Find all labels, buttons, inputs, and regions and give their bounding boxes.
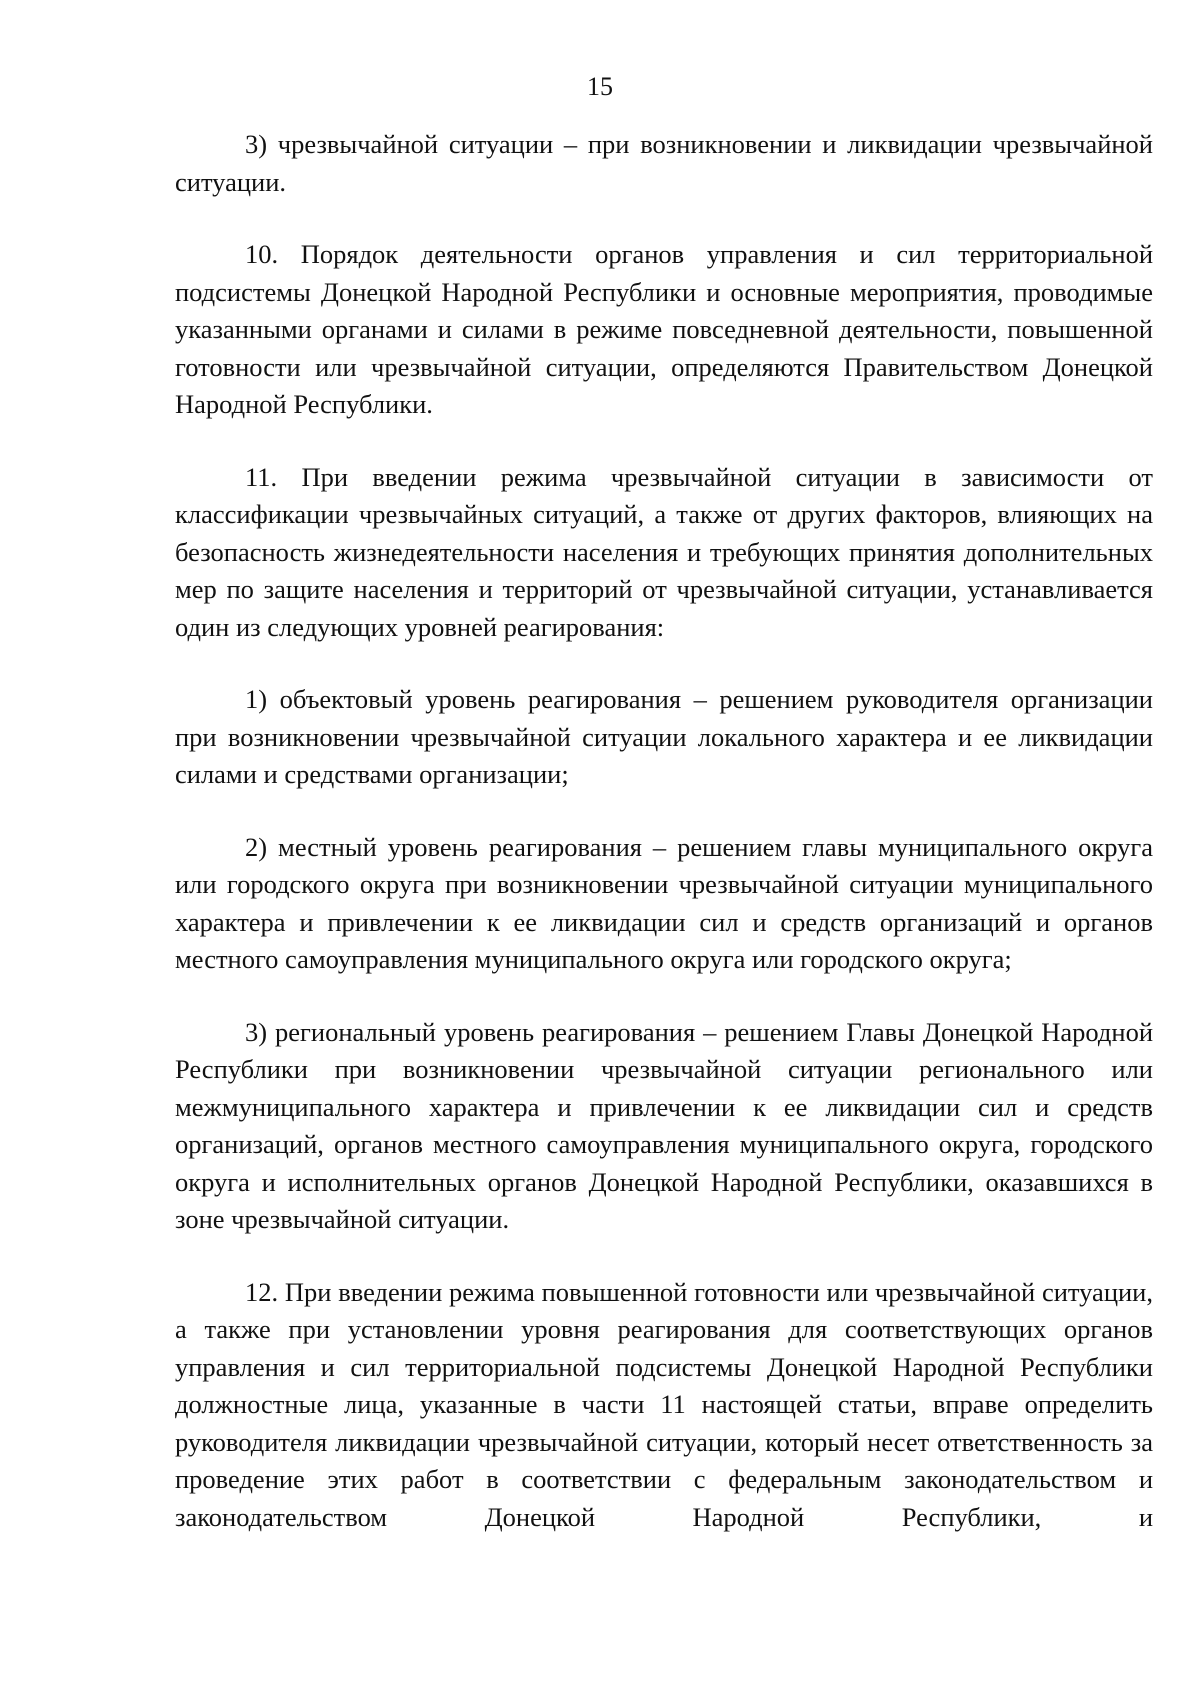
paragraph-11: 11. При введении режима чрезвычайной ситуации в зависимости от классификации чрезвычайных ситуаций, а также от других факторов, влияющих на безопасность жизнедеятельности населения и требующих принятия дополнительных мер по защите населения и территорий от чрезвычайной ситуации, устанавливается один из следующих уровней реагирования: [175, 461, 1153, 642]
page-number: 15 [587, 72, 613, 101]
paragraph-10: 10. Порядок деятельности органов управления и сил территориальной подсистемы Донецкой Народной Республики и основные мероприятия, проводимые указанными органами и силами в режиме повседневной деятельности, повышенной готовности или чрезвычайной ситуации, определяются Правительством Донецкой Народной Республики. [175, 239, 1153, 419]
paragraph-item-3-emergency: 3) чрезвычайной ситуации – при возникновении и ликвидации чрезвычайной ситуации. [175, 129, 1153, 197]
paragraph-item-2-local-level: 2) местный уровень реагирования – решением главы муниципального округа или городского округа при возникновении чрезвычайной ситуации муниципального характера и привлечении к ее ликвидации сил и средств организаций и органов местного самоуправления муниципального округа или городского округа; [175, 831, 1153, 974]
paragraph-item-1-object-level: 1) объектовый уровень реагирования – решением руководителя организации при возникновении чрезвычайной ситуации локального характера и ее ликвидации силами и средствами организации; [175, 684, 1153, 789]
paragraph-12: 12. При введении режима повышенной готовности или чрезвычайной ситуации, а также при установлении уровня реагирования для соответствующих органов управления и сил территориальной подсистемы Донецкой Народной Республики должностные лица, указанные в части 11 настоящей статьи, вправе определить руководителя ликвидации чрезвычайной ситуации, который несет ответственность за проведение этих работ в соответствии с федеральным законодательством и законодательством Донецкой Народной Республики, и [175, 1276, 1153, 1532]
paragraph-item-3-regional-level: 3) региональный уровень реагирования – решением Главы Донецкой Народной Республики при возникновении чрезвычайной ситуации регионального или межмуниципального характера и привлечении к ее ликвидации сил и средств организаций, органов местного самоуправления муниципального округа, городского округа и исполнительных органов Донецкой Народной Республики, оказавшихся в зоне чрезвычайной ситуации. [175, 1016, 1153, 1234]
document-body [175, 126, 1153, 1536]
